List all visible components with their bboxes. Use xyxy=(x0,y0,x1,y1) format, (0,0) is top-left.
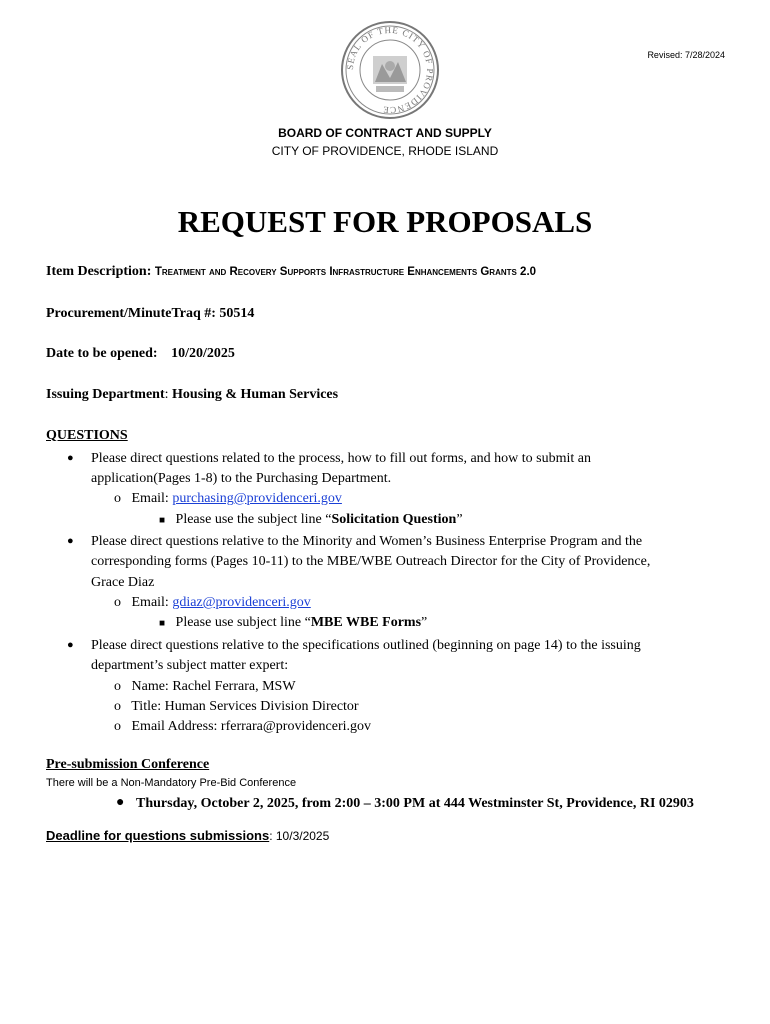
square-bullet-icon: ■ xyxy=(159,618,166,629)
q3-title-row xyxy=(114,697,359,717)
item-description-value: Treatment and Recovery Supports Infrastructure Enhancements Grants 2.0 xyxy=(154,266,537,278)
deadline-label: Deadline for questions submissions xyxy=(46,828,270,843)
q1-email-row xyxy=(114,489,342,509)
procurement-number xyxy=(46,306,254,322)
q3-title: Title: Human Services Division Director xyxy=(131,699,359,714)
purchasing-email-link[interactable]: purchasing@providenceri.gov xyxy=(172,491,342,506)
bullet-icon: ● xyxy=(67,535,74,547)
dept-label: Issuing Department xyxy=(46,387,165,402)
presubmission-heading: Pre-submission Conference xyxy=(46,757,210,772)
circle-bullet-icon: o xyxy=(114,699,121,714)
page-title: REQUEST FOR PROPOSALS xyxy=(177,204,593,239)
q2-email-row xyxy=(114,593,311,613)
q3-line1: Please direct questions relative to the specifications outlined (beginning on page 14) to the issuing xyxy=(91,638,641,653)
issuing-department: Issuing Department: Housing & Human Services xyxy=(46,387,339,402)
board-name: BOARD OF CONTRACT AND SUPPLY xyxy=(278,126,492,140)
q1-line1: Please direct questions related to the process, how to fill out forms, and how to submit an xyxy=(91,451,592,466)
gdiaz-email-link[interactable]: gdiaz@providenceri.gov xyxy=(172,595,311,610)
questions-heading: QUESTIONS xyxy=(46,428,128,443)
q2-subject-prefix: Please use subject line “ xyxy=(175,615,311,630)
conference-details: Thursday, October 2, 2025, from 2:00 – 3:00 PM at 444 Westminster St, Providence, RI 02903 xyxy=(136,796,694,811)
q2-line3: Grace Diaz xyxy=(91,575,155,590)
q2-email-label: Email: xyxy=(131,595,169,610)
q1-subject-prefix: Please use the subject line “ xyxy=(175,512,332,527)
bullet-icon: ● xyxy=(116,795,125,810)
q2-line1: Please direct questions relative to the Minority and Women’s Business Enterprise Program and the xyxy=(91,534,643,549)
date-label: Date to be opened: xyxy=(46,346,158,361)
q2-subject-row xyxy=(159,613,427,634)
q1-subject-suffix: ” xyxy=(456,512,463,527)
circle-bullet-icon: o xyxy=(114,679,121,694)
procurement-label: Procurement/MinuteTraq #: xyxy=(46,306,216,321)
q3-email-row xyxy=(114,717,371,737)
date-to-be-opened xyxy=(46,346,235,362)
q1-email-label: Email: xyxy=(131,491,169,506)
q3-name-row xyxy=(114,677,296,697)
bullet-icon: ● xyxy=(67,639,74,651)
item-description xyxy=(46,264,536,280)
q1-line2: application(Pages 1-8) to the Purchasing Department. xyxy=(91,471,392,486)
revised-date: Revised: 7/28/2024 xyxy=(647,50,725,60)
q3-name: Name: Rachel Ferrara, MSW xyxy=(131,679,296,694)
q2-line2: corresponding forms (Pages 10-11) to the MBE/WBE Outreach Director for the City of Providence, xyxy=(91,554,651,569)
questions-deadline xyxy=(46,828,329,843)
city-name: CITY OF PROVIDENCE, RHODE ISLAND xyxy=(271,144,499,158)
dept-value: Housing & Human Services xyxy=(172,387,339,402)
deadline-value: : 10/3/2025 xyxy=(269,829,330,843)
q2-subject: MBE WBE Forms xyxy=(310,615,422,630)
q1-subject-row xyxy=(159,510,463,531)
q2-subject-suffix: ” xyxy=(421,615,428,630)
bullet-icon: ● xyxy=(67,452,74,464)
item-description-label: Item Description: xyxy=(46,264,152,279)
q3-email: Email Address: rferrara@providenceri.gov xyxy=(131,719,372,734)
circle-bullet-icon: o xyxy=(114,491,121,506)
presubmission-note: There will be a Non-Mandatory Pre-Bid Conference xyxy=(46,777,297,789)
circle-bullet-icon: o xyxy=(114,719,121,734)
q3-line2: department’s subject matter expert: xyxy=(91,658,289,673)
square-bullet-icon: ■ xyxy=(159,515,166,526)
procurement-value: 50514 xyxy=(219,306,255,321)
q1-subject: Solicitation Question xyxy=(331,512,457,527)
circle-bullet-icon: o xyxy=(114,595,121,610)
city-seal-logo xyxy=(340,20,440,120)
date-value: 10/20/2025 xyxy=(171,346,235,361)
svg-text:SEAL OF THE CITY OF PROVIDENCE: SEAL OF THE CITY OF PROVIDENCE xyxy=(344,24,436,116)
